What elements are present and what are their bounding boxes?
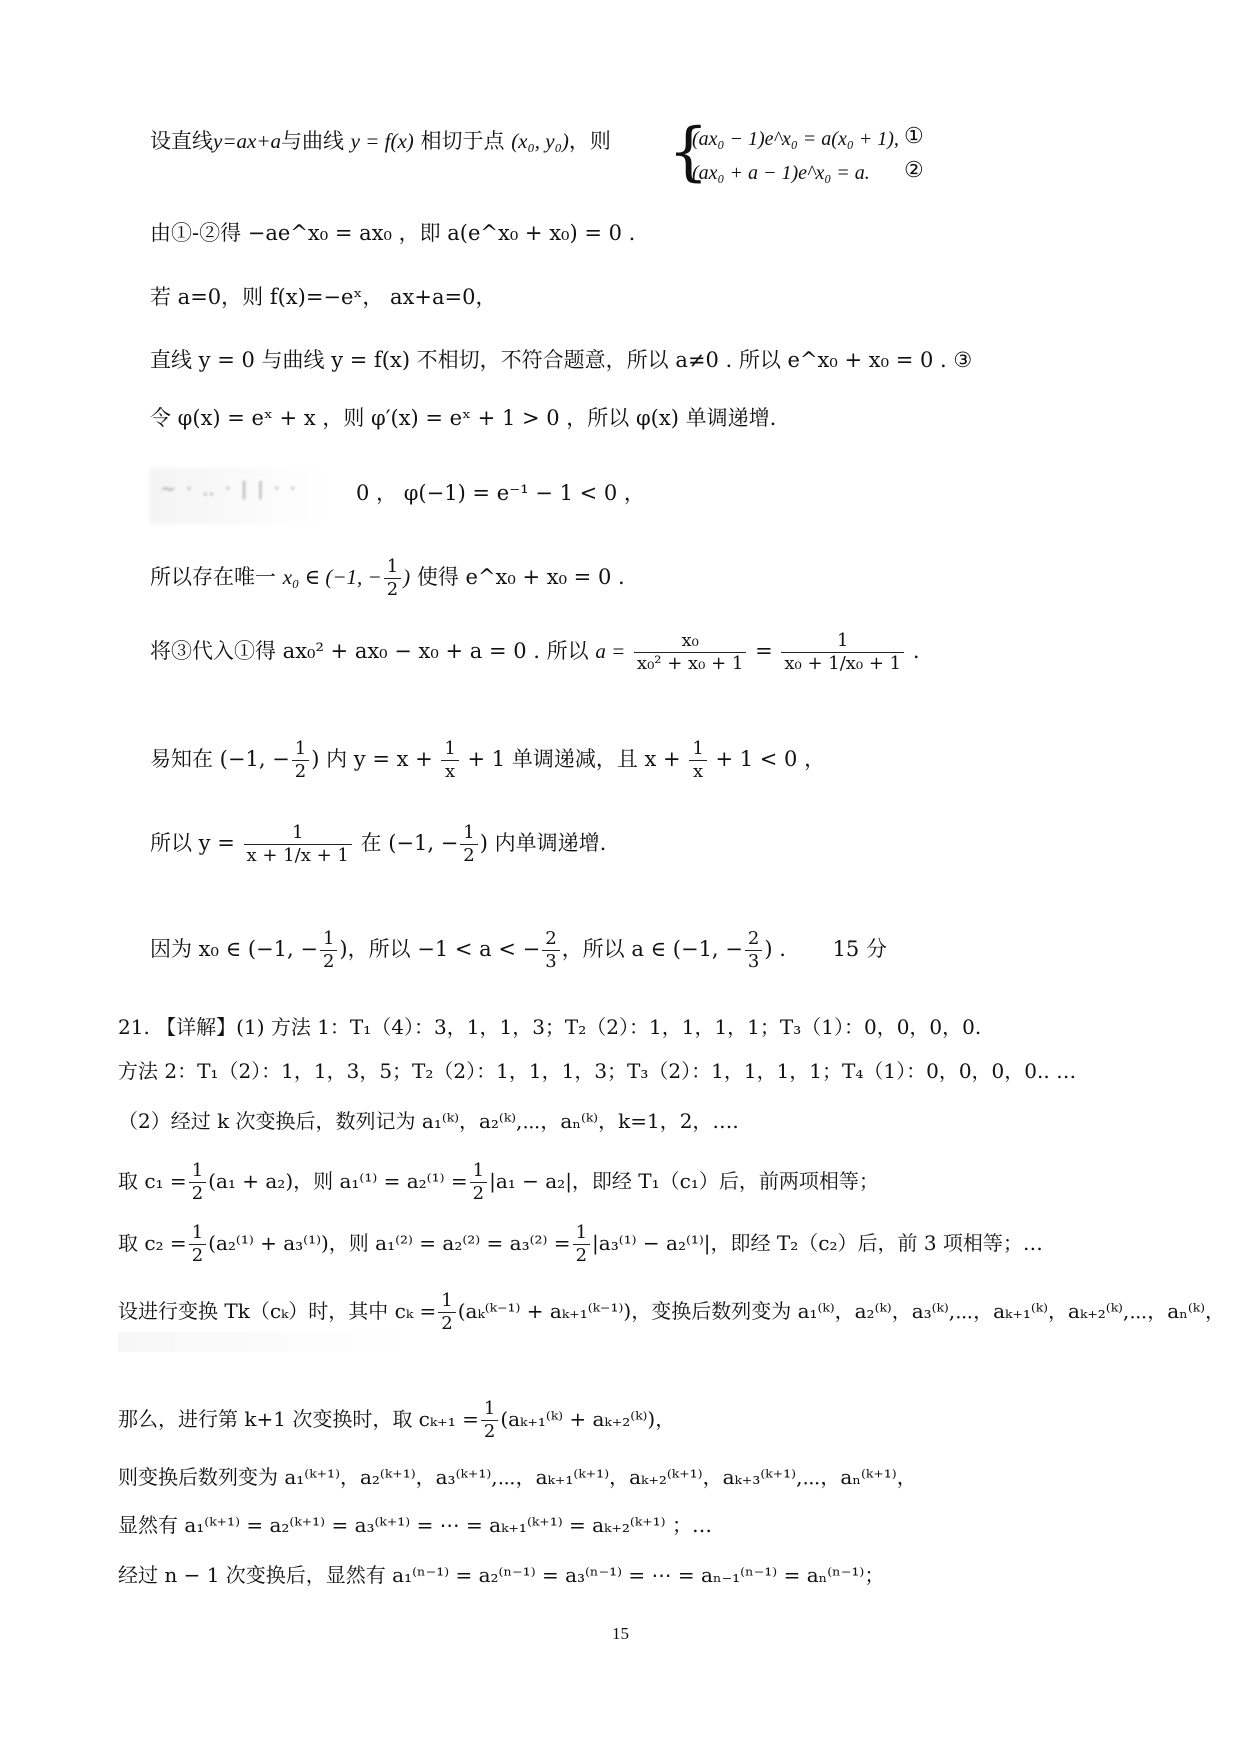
- fraction-half: $\frac{1}{2}$: [573, 1222, 590, 1267]
- q21-equal: 显然有 a₁⁽ᵏ⁺¹⁾ = a₂⁽ᵏ⁺¹⁾ = a₃⁽ᵏ⁺¹⁾ = ⋯ = aₖ₊₁⁽ᵏ⁺¹⁾ = aₖ₊₂⁽ᵏ⁺¹⁾ ；…: [118, 1513, 712, 1537]
- text: =: [755, 639, 773, 663]
- fraction-a-1: $\frac{\text{x₀}}{\text{x₀² + x₀ + 1}}$: [634, 630, 746, 675]
- fraction-half: $\frac{1}{2}$: [481, 1398, 498, 1443]
- system-row-1: (ax₀ − 1)e^x₀ = a(x₀ + 1),: [692, 128, 899, 150]
- q21-method-2: 方法 2：T₁（2）：1，1，3，5；T₂（2）：1，1，1，3；T₃（2）：1，1，1，1；T₄（1）：0，0，0，0.. …: [118, 1059, 1077, 1083]
- line-tangent-setup: [150, 126, 611, 156]
- line-subtract: 由①-②得 −ae^x₀ = ax₀ ，即 a(e^x₀ + x₀) = 0 .: [150, 221, 636, 245]
- text: ，所以 a ∈ (−1, −: [561, 937, 743, 961]
- text: 相切于点: [420, 129, 505, 153]
- text: ) 内 y = x +: [311, 747, 433, 771]
- equation-tag-2: ②: [904, 158, 924, 183]
- text: 使得 e^x₀ + x₀ = 0 .: [416, 565, 625, 589]
- q21-c2: [118, 1222, 1043, 1267]
- fraction-half: $\frac{1}{2}$: [189, 1222, 206, 1267]
- fraction-half: $\frac{1}{2}$: [438, 1290, 455, 1335]
- text: ) 内单调递增.: [479, 831, 607, 855]
- line-substitute: [150, 630, 920, 675]
- text: (aₖ₊₁⁽ᵏ⁾ + aₖ₊₂⁽ᵏ⁾)，: [500, 1407, 676, 1431]
- text: 所以 y =: [150, 831, 235, 855]
- text: (aₖ⁽ᵏ⁻¹⁾ + aₖ₊₁⁽ᵏ⁻¹⁾)，变换后数列变为 a₁⁽ᵏ⁾，a₂⁽ᵏ⁾，a₃⁽ᵏ⁾,⋯，aₖ₊₁⁽ᵏ⁾，aₖ₊₂⁽ᵏ⁾,⋯，aₙ⁽ᵏ⁾，: [457, 1299, 1225, 1323]
- blurred-text: ~ · ‥ · | | · ·: [160, 478, 298, 500]
- math-line-eq: y=ax+a: [213, 129, 281, 153]
- fraction-two-thirds: $\frac{2}{3}$: [745, 928, 762, 973]
- q21-method-1: 21. 【详解】(1) 方法 1：T₁（4）：3，1，1，3；T₂（2）：1，1，1，1；T₃（1）：0，0，0，0.: [118, 1015, 982, 1039]
- fraction-half: $\frac{1}{2}$: [292, 738, 309, 783]
- line-conclusion: [150, 928, 887, 973]
- text: (a₂⁽¹⁾ + a₃⁽¹⁾)，则 a₁⁽²⁾ = a₂⁽²⁾ = a₃⁽²⁾ =: [208, 1231, 571, 1255]
- fraction-half: $\frac{1}{2}$: [460, 822, 477, 867]
- line-decreasing: [150, 738, 825, 783]
- page-number: 15: [612, 1624, 629, 1643]
- math-point: (x₀, y₀): [511, 129, 569, 153]
- system-brace: {: [668, 115, 709, 189]
- text: ) .: [764, 937, 786, 961]
- q21-c1: [118, 1160, 879, 1205]
- fraction-two-thirds: $\frac{2}{3}$: [542, 928, 559, 973]
- q21-ck: [118, 1290, 1225, 1335]
- math: ): [403, 565, 411, 589]
- text: .: [912, 639, 920, 663]
- text: 将③代入①得 ax₀² + ax₀ − x₀ + a = 0 . 所以: [150, 639, 589, 663]
- text: 在 (−1, −: [360, 831, 459, 855]
- text: 取 c₂ =: [118, 1231, 187, 1255]
- text: |a₁ − a₂|，即经 T₁（c₁）后，前两项相等；: [489, 1169, 879, 1193]
- fraction-half: $\frac{1}{2}$: [384, 556, 401, 601]
- text: 易知在 (−1, −: [150, 747, 290, 771]
- math: x₀ ∈ (−1, −: [282, 565, 382, 589]
- fraction-half: $\frac{1}{2}$: [470, 1160, 487, 1205]
- text: + 1 单调递减，且 x +: [467, 747, 681, 771]
- equation-tag-1: ①: [904, 124, 924, 149]
- system-row-2: (ax₀ + a − 1)e^x₀ = a.: [692, 162, 870, 184]
- fraction-one-over-x: $\frac{1}{x}$: [689, 738, 706, 783]
- text: + 1 < 0 ，: [715, 747, 826, 771]
- text: 设直线: [150, 129, 213, 153]
- line-not-tangent: 直线 y = 0 与曲线 y = f(x) 不相切，不符合题意，所以 a≠0 . 所以 e^x₀ + x₀ = 0 . ③: [150, 348, 973, 372]
- q21-part-2: （2）经过 k 次变换后，数列记为 a₁⁽ᵏ⁾，a₂⁽ᵏ⁾,⋯，aₙ⁽ᵏ⁾，k=1，2，….: [118, 1109, 739, 1133]
- line-case-a-zero: 若 a=0，则 f(x)=−eˣ， ax+a=0，: [150, 285, 497, 309]
- text: 设进行变换 Tk（cₖ）时，其中 cₖ =: [118, 1299, 437, 1323]
- text: ，则: [568, 129, 611, 153]
- text: 因为 x₀ ∈ (−1, −: [150, 937, 318, 961]
- fraction-a-2: $\frac{1}{\text{x₀ + 1/x₀ + 1}}$: [781, 630, 904, 675]
- line-phi-values: 0 ， φ(−1) = e⁻¹ − 1 < 0 ，: [356, 481, 645, 505]
- q21-final: 经过 n − 1 次变换后，显然有 a₁⁽ⁿ⁻¹⁾ = a₂⁽ⁿ⁻¹⁾ = a₃⁽ⁿ⁻¹⁾ = ⋯ = aₙ₋₁⁽ⁿ⁻¹⁾ = aₙ⁽ⁿ⁻¹⁾；: [118, 1563, 885, 1587]
- text: 那么，进行第 k+1 次变换时，取 cₖ₊₁ =: [118, 1407, 479, 1431]
- q21-ck1: [118, 1398, 675, 1443]
- line-increasing: [150, 822, 606, 867]
- math: a =: [595, 639, 626, 663]
- line-unique-root: [150, 556, 625, 601]
- text: 所以存在唯一: [150, 565, 276, 589]
- fraction-half: $\frac{1}{2}$: [189, 1160, 206, 1205]
- line-phi-def: 令 φ(x) = eˣ + x ，则 φ′(x) = eˣ + 1 > 0 ，所以 φ(x) 单调递增.: [150, 406, 777, 430]
- text: 取 c₁ =: [118, 1169, 187, 1193]
- text: 与曲线: [280, 129, 344, 153]
- text: (a₁ + a₂)，则 a₁⁽¹⁾ = a₂⁽¹⁾ =: [208, 1169, 468, 1193]
- smudge: [118, 1332, 418, 1352]
- q21-sequence: 则变换后数列变为 a₁⁽ᵏ⁺¹⁾，a₂⁽ᵏ⁺¹⁾，a₃⁽ᵏ⁺¹⁾,⋯，aₖ₊₁⁽ᵏ⁺¹⁾，aₖ₊₂⁽ᵏ⁺¹⁾，aₖ₊₃⁽ᵏ⁺¹⁾,⋯，aₙ⁽ᵏ⁺¹⁾，: [118, 1465, 917, 1489]
- fraction-one-over-x: $\frac{1}{x}$: [441, 738, 458, 783]
- math-curve: y = f(x): [350, 129, 414, 153]
- fraction-half: $\frac{1}{2}$: [320, 928, 337, 973]
- score-label: 15 分: [832, 937, 887, 961]
- text: |a₃⁽¹⁾ − a₂⁽¹⁾|，即经 T₂（c₂）后，前 3 项相等；…: [592, 1231, 1043, 1255]
- text: )，所以 −1 < a < −: [339, 937, 541, 961]
- fraction-y: $\frac{1}{x + 1/x + 1}$: [244, 822, 352, 867]
